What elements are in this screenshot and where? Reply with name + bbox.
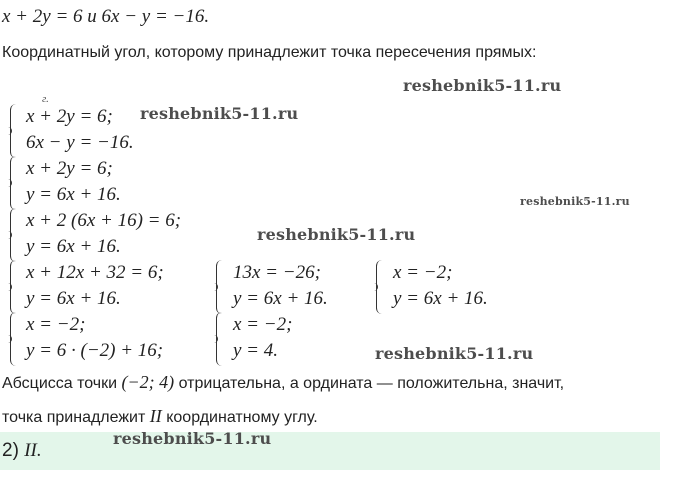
system8-line2: y = 4. [233, 340, 279, 361]
answer-value: II. [24, 440, 42, 461]
answer-line [2, 440, 42, 462]
system7-line2: y = 6 · (−2) + 16; [26, 340, 164, 361]
conclusion-line2 [2, 406, 318, 427]
point-coordinates: (−2; 4) [121, 372, 175, 392]
answer-number: 2) [2, 440, 25, 461]
system6-line1: x = −2; [393, 262, 453, 283]
watermark: reshebnik5-11.ru [113, 429, 272, 448]
system-brace [10, 312, 19, 366]
system6-line2: y = 6x + 16. [393, 288, 488, 309]
conclusion-text: координатному углу. [161, 409, 318, 426]
watermark: reshebnik5-11.ru [520, 195, 630, 208]
system-brace [10, 208, 19, 262]
system1-line2: 6x − y = −16. [26, 132, 134, 153]
system4-line1: x + 12x + 32 = 6; [26, 262, 164, 283]
header-equation: x + 2y = 6 и 6x − y = −16. [2, 6, 210, 27]
question-text: Координатный угол, которому принадлежит точка пересечения прямых: [2, 44, 537, 61]
system8-line1: x = −2; [233, 314, 293, 335]
watermark: reshebnik5-11.ru [257, 225, 416, 244]
system-brace [10, 104, 19, 158]
system4-line2: y = 6x + 16. [26, 288, 121, 309]
system3-line1: x + 2 (6x + 16) = 6; [26, 210, 182, 231]
system-brace [10, 260, 19, 314]
conclusion-text: точка принадлежит [2, 409, 150, 426]
system-brace [10, 156, 19, 210]
system-brace [376, 260, 385, 314]
system-brace [216, 312, 225, 366]
small-mark: г. [42, 93, 49, 105]
system3-line2: y = 6x + 16. [26, 236, 121, 257]
system1-line1: x + 2y = 6; [26, 106, 113, 127]
system5-line2: y = 6x + 16. [233, 288, 328, 309]
conclusion-text: Абсцисса точки [2, 375, 122, 392]
conclusion-line1 [2, 372, 564, 393]
answer-box [0, 432, 660, 470]
system-brace [216, 260, 225, 314]
conclusion-text: отрицательна, а ордината — положительна, значит, [174, 375, 565, 392]
system2-line2: y = 6x + 16. [26, 184, 121, 205]
watermark: reshebnik5-11.ru [403, 76, 562, 95]
system5-line1: 13x = −26; [233, 262, 321, 283]
watermark: reshebnik5-11.ru [140, 104, 299, 123]
system2-line1: x + 2y = 6; [26, 158, 113, 179]
system7-line1: x = −2; [26, 314, 86, 335]
watermark: reshebnik5-11.ru [375, 344, 534, 363]
quadrant-number: II [149, 406, 162, 426]
